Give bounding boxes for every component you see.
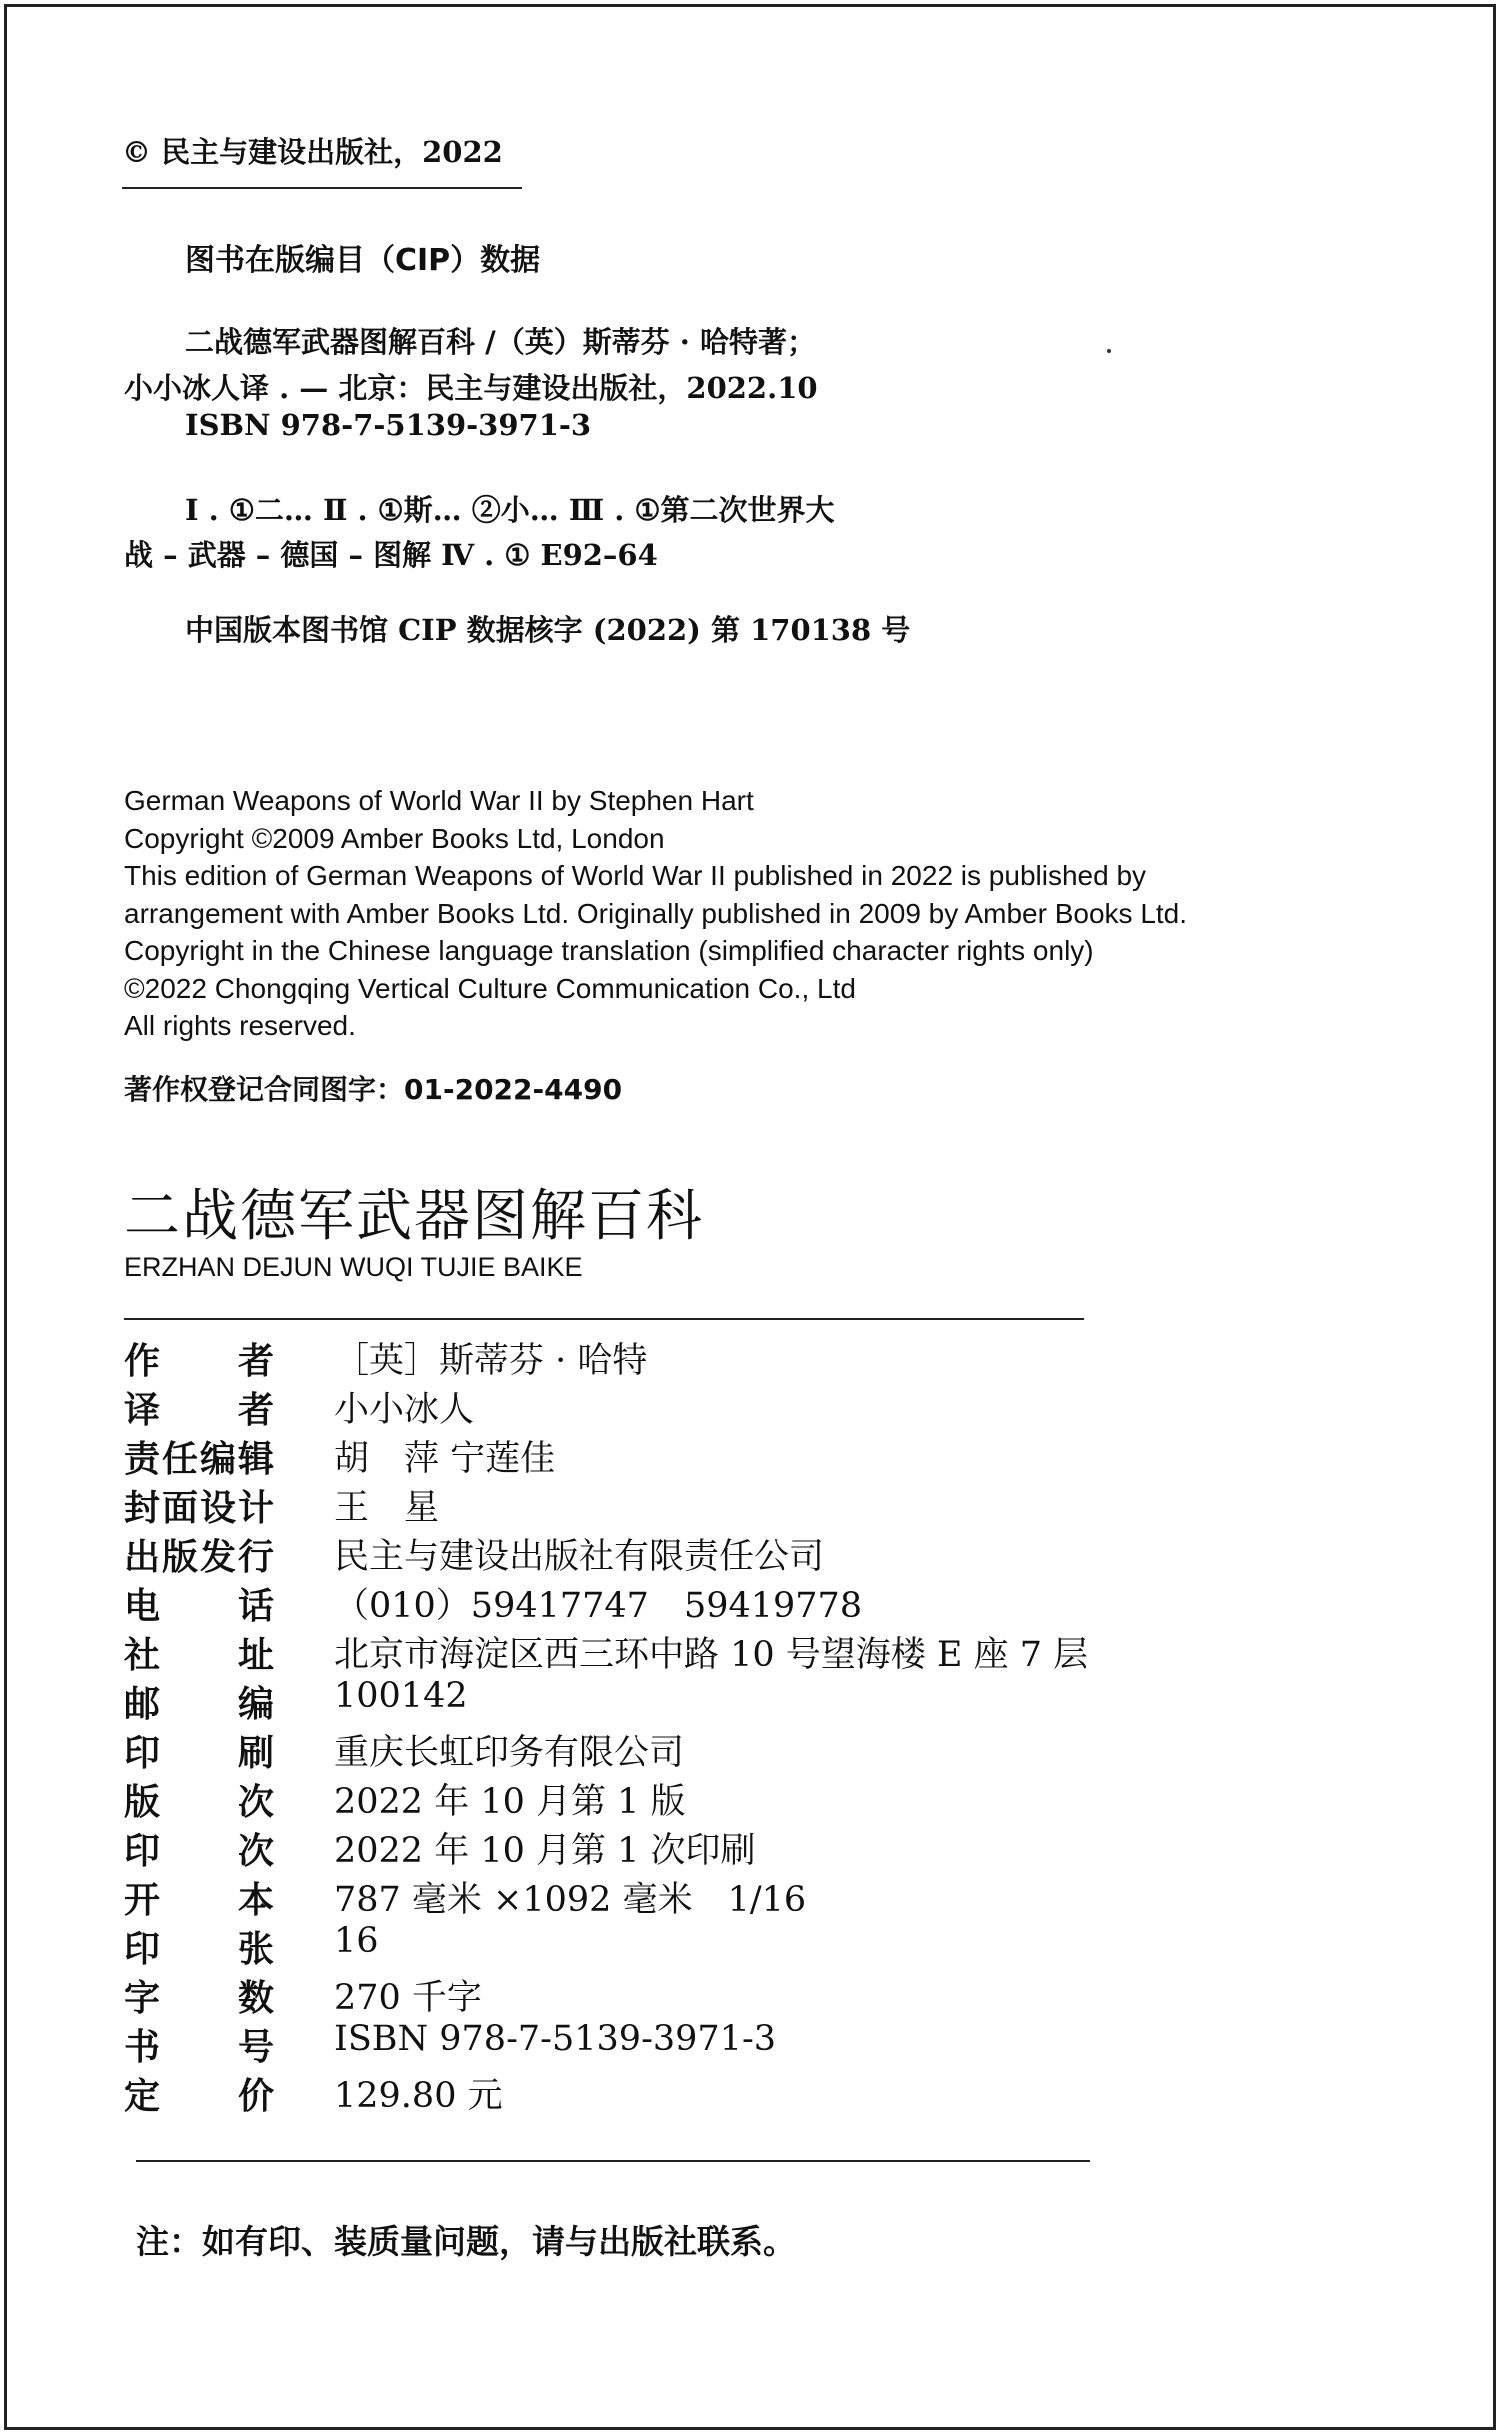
info-label-char: 编 (237, 1684, 274, 1725)
info-label-char: 责 (124, 1439, 161, 1480)
info-label-char: 版 (124, 1782, 161, 1823)
print-speck (1107, 349, 1111, 353)
info-label-char: 社 (124, 1635, 161, 1676)
info-label-char: 定 (124, 2076, 161, 2117)
cip-line-1: 二战德军武器图解百科 /（英）斯蒂芬 · 哈特著； (185, 325, 816, 359)
info-label-char: 邮 (124, 1684, 161, 1725)
english-line: Copyright ©2009 Amber Books Ltd, London (124, 822, 665, 854)
info-value: 北京市海淀区西三环中路 10 号望海楼 E 座 7 层 (334, 1635, 1089, 1675)
info-label (124, 1578, 274, 1629)
cip-number: 中国版本图书馆 CIP 数据核字 (2022) 第 170138 号 (185, 613, 911, 647)
info-value: （010）59417747 59419778 (334, 1586, 863, 1626)
info-label-char: 出 (124, 1537, 161, 1578)
registration-number: 著作权登记合同图字：01-2022-4490 (124, 1073, 623, 1106)
info-value: 16 (334, 1921, 379, 1961)
info-label-char: 者 (237, 1341, 274, 1382)
info-label-char: 开 (124, 1880, 161, 1921)
info-label-char: 字 (124, 1978, 161, 2019)
info-value: ［英］斯蒂芬 · 哈特 (334, 1341, 648, 1381)
info-value: 100142 (334, 1676, 468, 1716)
info-label-char: 发 (199, 1537, 236, 1578)
english-line: All rights reserved. (124, 1010, 356, 1041)
info-label-char: 编 (199, 1439, 236, 1480)
info-bottom-rule (136, 2160, 1090, 2162)
english-line: German Weapons of World War II by Stephen Hart (124, 785, 754, 816)
info-label-char: 价 (237, 2076, 274, 2117)
info-label-char: 计 (237, 1488, 274, 1529)
info-label-char: 本 (237, 1880, 274, 1921)
info-label (124, 1872, 274, 1923)
info-label-char: 版 (161, 1537, 198, 1578)
info-label (124, 1431, 274, 1482)
info-label-char: 次 (237, 1782, 274, 1823)
info-top-rule (124, 1318, 1084, 1320)
info-label-char: 次 (237, 1831, 274, 1872)
info-label (124, 2019, 274, 2070)
info-label (124, 2068, 274, 2119)
info-label (124, 1627, 274, 1678)
info-value: 王 星 (334, 1488, 440, 1528)
info-value: 787 毫米 ×1092 毫米 1/16 (334, 1880, 807, 1920)
info-label-char: 数 (237, 1978, 274, 2019)
info-label-char: 印 (124, 1929, 161, 1970)
english-line: This edition of German Weapons of World War II published in 2022 is published by (124, 860, 1147, 891)
english-line: Copyright in the Chinese language translation (simplified character rights only) (124, 935, 1094, 966)
info-label-char: 封 (124, 1488, 161, 1529)
info-value: 重庆长虹印务有限公司 (334, 1733, 685, 1773)
info-value: 270 千字 (334, 1978, 482, 2018)
info-label-char: 任 (161, 1439, 198, 1480)
info-label (124, 1725, 274, 1776)
cip-classification-1: Ⅰ . ①二… Ⅱ . ①斯… ②小… Ⅲ . ①第二次世界大 (185, 493, 835, 527)
info-label (124, 1676, 274, 1727)
info-label (124, 1823, 274, 1874)
info-label (124, 1921, 274, 1972)
english-copyright-block (124, 782, 1187, 1045)
info-label-char: 印 (124, 1831, 161, 1872)
english-line: ©2022 Chongqing Vertical Culture Communication Co., Ltd (124, 972, 856, 1004)
info-label-char: 号 (237, 2027, 274, 2068)
book-title-pinyin: ERZHAN DEJUN WUQI TUJIE BAIKE (124, 1252, 583, 1282)
info-label-char: 印 (124, 1733, 161, 1774)
english-line: arrangement with Amber Books Ltd. Originally published in 2009 by Amber Books Ltd. (124, 897, 1188, 929)
info-value: 胡 萍 宁莲佳 (334, 1439, 556, 1479)
info-label-char: 译 (124, 1390, 161, 1431)
info-value: ISBN 978-7-5139-3971-3 (334, 2019, 777, 2059)
info-value: 小小冰人 (334, 1390, 475, 1430)
info-label-char: 话 (237, 1586, 274, 1627)
info-label-char: 行 (237, 1537, 274, 1578)
info-label-char: 址 (237, 1635, 274, 1676)
info-label-char: 作 (124, 1341, 161, 1382)
info-label-char: 者 (237, 1390, 274, 1431)
info-label-char: 刷 (237, 1733, 274, 1774)
info-value: 2022 年 10 月第 1 次印刷 (334, 1831, 756, 1871)
cip-isbn: ISBN 978-7-5139-3971-3 (185, 408, 592, 442)
info-label-char: 设 (199, 1488, 236, 1529)
info-label-char: 书 (124, 2027, 161, 2068)
info-label-char: 辑 (237, 1439, 274, 1480)
copyright-line: © 民主与建设出版社，2022 (122, 135, 503, 169)
info-label (124, 1480, 274, 1531)
quality-note: 注：如有印、装质量问题，请与出版社联系。 (136, 2222, 796, 2261)
info-label (124, 1774, 274, 1825)
copyright-rule (122, 187, 522, 189)
info-label (124, 1333, 274, 1384)
cip-heading: 图书在版编目（CIP）数据 (185, 243, 541, 278)
info-value: 2022 年 10 月第 1 版 (334, 1782, 686, 1822)
book-title: 二战德军武器图解百科 (124, 1184, 704, 1249)
info-label-char: 张 (237, 1929, 274, 1970)
info-label (124, 1529, 274, 1580)
info-value: 民主与建设出版社有限责任公司 (334, 1537, 825, 1577)
info-label (124, 1970, 274, 2021)
cip-classification-2: 战 – 武器 – 德国 – 图解 Ⅳ . ① E92–64 (124, 538, 658, 572)
cip-line-2: 小小冰人译 . — 北京：民主与建设出版社，2022.10 (124, 371, 818, 405)
info-label-char: 面 (161, 1488, 198, 1529)
info-value: 129.80 元 (334, 2076, 503, 2116)
info-label (124, 1382, 274, 1433)
info-label-char: 电 (124, 1586, 161, 1627)
